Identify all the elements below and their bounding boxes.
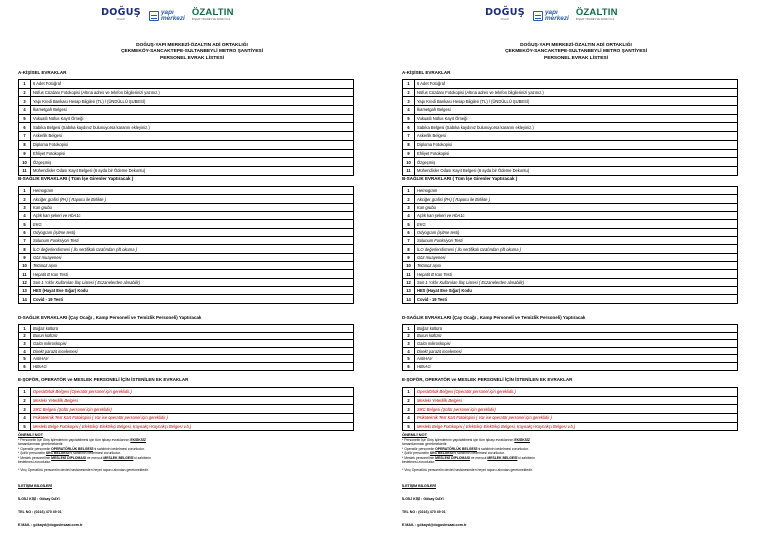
yapi-merkezi-logo	[149, 9, 185, 23]
section-d-table	[18, 324, 354, 371]
list-row	[403, 270, 738, 278]
list-row	[19, 362, 354, 370]
row-text: HBsAG	[415, 362, 738, 370]
contact-tel: TEL NO : (0216) 470 49 01	[402, 510, 446, 514]
title-line-1: DOĞUŞ-YAPI MERKEZİ-ÖZALTIN ADİ ORTAKLIĞI	[136, 43, 248, 48]
list-row	[19, 340, 354, 348]
row-number: 8	[403, 245, 415, 253]
row-text: Burun kültürü	[31, 332, 354, 340]
list-row	[19, 187, 354, 195]
row-number: 8	[19, 245, 31, 253]
row-text: SRC Belgesi (Şoför personel için gereklidir)	[31, 405, 354, 414]
row-text: Son 1 Yıldır Kullanılan İlaç Listesi ( Eczanelerden alınabilir)	[415, 278, 738, 286]
contact-heading: İLETİŞİM BİLGİLERİ	[18, 484, 52, 488]
section-d-table	[402, 324, 738, 371]
row-text: HES (Hayat Eve Sığar) Kodu	[415, 287, 738, 295]
list-row	[19, 123, 354, 132]
row-number: 3	[403, 203, 415, 211]
row-text: Psikoteknik Test Kart Fotokopisi ( Var ise operatör personel için gereklidir )	[31, 414, 354, 423]
row-number: 4	[403, 106, 415, 115]
list-row	[403, 414, 738, 423]
row-number: 6	[19, 123, 31, 132]
notes-line-5: * Meslek personelinin MESLEKİ DİPLOMASI ve mevcut MESLEK BELGESİ'ni sahibinin	[402, 455, 535, 460]
row-number: 10	[19, 262, 31, 270]
list-row	[19, 149, 354, 158]
ozaltin-logo-subtext: İNŞAAT TİCARET VE SANAYİ A.Ş.	[191, 18, 231, 21]
row-text: Diploma Fotokopisi	[31, 140, 354, 149]
row-text: Akciğer grafisi (PA) ( Raporu ile Birlikte )	[415, 195, 738, 203]
row-number: 4	[403, 347, 415, 355]
important-notes	[18, 433, 358, 472]
list-row	[19, 195, 354, 203]
list-row	[403, 355, 738, 363]
dogus-logo	[484, 8, 526, 21]
row-text: SRC Belgesi (Şoför personel için gereklidir)	[415, 405, 738, 414]
list-row	[19, 158, 354, 167]
row-number: 10	[403, 158, 415, 167]
row-text: Göz muayenesi	[415, 253, 738, 261]
row-number: 3	[19, 405, 31, 414]
row-number: 1	[19, 388, 31, 397]
row-number: 3	[403, 340, 415, 348]
list-row	[403, 140, 738, 149]
row-number: 1	[19, 80, 31, 89]
list-row	[19, 228, 354, 236]
row-text: Vukuatlı Nüfus Kayıt Örneği	[415, 114, 738, 123]
row-text: 6 Adet Fotoğraf	[31, 80, 354, 89]
row-text: Hemogram	[415, 187, 738, 195]
row-text: Sabıka Belgesi (Sabıka kaydınız bulunuyorsa kararını ekleyiniz.)	[31, 123, 354, 132]
list-row	[19, 396, 354, 405]
row-text: Yapı Kredi Bankası Hesap Bilgileri (TL) / (ÜNDÜLLÜ ŞUBESİ)	[31, 97, 354, 106]
section-d-rows	[19, 325, 354, 371]
title-line-2: ÇEKMEKÖY-SANCAKTEPE-SULTANBEYLİ METRO ŞANTİYESİ	[121, 49, 263, 55]
row-number: 1	[403, 80, 415, 89]
row-text: Kan grubu	[415, 203, 738, 211]
notes-line-2: tamamlanması gerekmektedir.	[402, 442, 448, 446]
contact-tel: TEL NO : (0216) 470 49 01	[18, 510, 62, 514]
row-number: 13	[19, 287, 31, 295]
row-text: Açlık kan şekeri ve HbA1c	[415, 212, 738, 220]
list-row	[403, 132, 738, 141]
row-text: Burun kültürü	[415, 332, 738, 340]
row-number: 13	[403, 287, 415, 295]
contact-heading: İLETİŞİM BİLGİLERİ	[402, 484, 436, 488]
row-number: 2	[19, 195, 31, 203]
dogus-logo	[100, 8, 142, 21]
list-row	[403, 347, 738, 355]
row-number: 5	[19, 355, 31, 363]
row-text: 6 Adet Fotoğraf	[415, 80, 738, 89]
section-d-heading: D-SAĞLIK EVRAKLARI (Çay Ocağı , Kamp Personeli ve Temizlik Personeli) Yaptıracak	[18, 315, 202, 320]
row-text: Askerlik Belgesi	[415, 132, 738, 141]
list-row	[403, 396, 738, 405]
row-number: 9	[403, 149, 415, 158]
section-e-heading: E-ŞOFÖR, OPERATÖR ve MESLEK PERSONELİ İÇİN İSTENİLEN EK EVRAKLAR	[402, 377, 573, 382]
row-number: 1	[403, 325, 415, 333]
row-number: 12	[19, 278, 31, 286]
notes-line-4: * Şoför personelin SRC BELGESİ'ni sahibinin bedelmesi zorunludur.	[18, 451, 121, 455]
header-logos	[484, 8, 618, 30]
dogus-logo-subtext: İNŞAAT	[500, 18, 510, 21]
row-number: 8	[19, 140, 31, 149]
row-text: Diploma Fotokopisi	[415, 140, 738, 149]
row-text: Odyogram (işitme testi)	[31, 228, 354, 236]
row-text: Odyogram (işitme testi)	[415, 228, 738, 236]
ozaltin-logo-text: ÖZALTIN	[191, 7, 234, 18]
document-title	[384, 43, 768, 62]
list-row	[19, 97, 354, 106]
list-row	[19, 245, 354, 253]
row-text: Son 1 Yıldır Kullanılan İlaç Listesi ( Eczanelerden alınabilir)	[31, 278, 354, 286]
list-row	[403, 278, 738, 286]
notes-line-3: * Operatör personelin OPERATÖRLÜK BELGESİ'ni sahibinin bedelmesi zorunludur.	[18, 446, 145, 451]
list-row	[403, 106, 738, 115]
list-row	[19, 325, 354, 333]
row-number: 3	[19, 340, 31, 348]
row-number: 3	[19, 203, 31, 211]
row-number: 2	[19, 396, 31, 405]
list-row	[403, 325, 738, 333]
row-text: Tetanoz aşısı	[415, 262, 738, 270]
row-number: 3	[403, 97, 415, 106]
row-number: 5	[403, 422, 415, 431]
list-row	[403, 287, 738, 295]
row-number: 11	[19, 270, 31, 278]
row-number: 11	[403, 166, 415, 175]
notes-heading: ÖNEMLİ NOT	[402, 432, 428, 437]
row-number: 12	[403, 278, 415, 286]
section-b-rows	[403, 187, 738, 304]
row-text: Ehliyet Fotokopisi	[415, 149, 738, 158]
row-number: 3	[403, 405, 415, 414]
row-text: Tetanoz aşısı	[31, 262, 354, 270]
row-text: EKG	[415, 220, 738, 228]
ozaltin-logo-subtext: İNŞAAT TİCARET VE SANAYİ A.Ş.	[575, 18, 615, 21]
list-row	[403, 97, 738, 106]
list-row	[19, 414, 354, 423]
row-number: 7	[19, 132, 31, 141]
row-text: Operatörlük Belgesi (Operatör personel için gereklidir.)	[31, 388, 354, 397]
list-row	[403, 422, 738, 431]
list-row	[19, 278, 354, 286]
row-text: EKG	[31, 220, 354, 228]
row-text: Gaita mikroskopisi	[31, 340, 354, 348]
section-a-table	[402, 79, 738, 176]
row-text: Nüfus Cüzdanı Fotokopisi (Altına adres ve telefon bilgilerinizi yazınız.)	[31, 88, 354, 97]
list-row	[19, 295, 354, 303]
yapi-logo-line1: yapı	[161, 9, 174, 16]
notes-line-7: * Vinç Operatörü personelin devlet hastanesinden heyet raporu alınıdan gerekmektedir.	[18, 467, 149, 472]
list-row	[19, 88, 354, 97]
row-number: 10	[19, 158, 31, 167]
row-number: 4	[19, 106, 31, 115]
list-row	[19, 166, 354, 175]
list-row	[403, 295, 738, 303]
row-text: Psikoteknik Test Kart Fotokopisi ( Var ise operatör personel için gereklidir )	[415, 414, 738, 423]
notes-line-2: tamamlanması gerekmektedir.	[18, 442, 64, 446]
list-row	[19, 212, 354, 220]
row-number: 1	[19, 325, 31, 333]
contact-email: E MAIL : gökayd@dogusinsaat.com.tr	[18, 523, 83, 527]
section-e-table	[402, 387, 738, 431]
row-text: Kan grubu	[31, 203, 354, 211]
ozaltin-logo	[192, 8, 234, 21]
section-a-table	[18, 79, 354, 176]
yapi-merkezi-mark-icon	[149, 11, 159, 21]
yapi-merkezi-mark-icon	[533, 11, 543, 21]
section-a-rows	[403, 80, 738, 176]
row-text: Gaita mikroskopisi	[415, 340, 738, 348]
row-number: 14	[19, 295, 31, 303]
row-number: 4	[19, 347, 31, 355]
yapi-merkezi-logo	[533, 9, 569, 23]
section-e-table	[18, 387, 354, 431]
row-number: 2	[19, 88, 31, 97]
row-text: İLO değerlendirmesi ( İlo sertifikalı tarafından çift okuma )	[415, 245, 738, 253]
list-row	[19, 405, 354, 414]
notes-line-5: * Meslek personelinin MESLEKİ DİPLOMASI ve mevcut MESLEK BELGESİ'ni sahibinin	[18, 455, 151, 460]
list-row	[19, 132, 354, 141]
row-text: İkametgah Belgesi	[415, 106, 738, 115]
row-text: Covid - 19 Testi	[415, 295, 738, 303]
section-b-heading: B-SAĞLIK EVRAKLARI ( Tüm İşe Girenler Yaptıracak )	[402, 176, 518, 181]
document-page-right	[384, 0, 768, 543]
row-number: 10	[403, 262, 415, 270]
row-text: Açlık kan şekeri ve HbA1c	[31, 212, 354, 220]
list-row	[19, 220, 354, 228]
dogus-logo-text: DOĞUŞ	[101, 7, 141, 18]
list-row	[403, 88, 738, 97]
row-text: Direkt parazit incelemesi	[31, 347, 354, 355]
row-number: 6	[19, 228, 31, 236]
notes-heading: ÖNEMLİ NOT	[18, 432, 44, 437]
section-e-rows	[403, 388, 738, 431]
row-text: Nüfus Cüzdanı Fotokopisi (Altına adres ve telefon bilgilerinizi yazınız.)	[415, 88, 738, 97]
section-d-rows	[403, 325, 738, 371]
row-number: 7	[19, 237, 31, 245]
list-row	[403, 123, 738, 132]
row-text: Mesleki Yeterlilik Belgesi	[31, 396, 354, 405]
section-e-rows	[19, 388, 354, 431]
list-row	[403, 362, 738, 370]
row-text: Sabıka Belgesi (Sabıka kaydınız bulunuyorsa kararını ekleyiniz.)	[415, 123, 738, 132]
section-a-heading: A-KİŞİSEL EVRAKLAR	[402, 70, 451, 75]
row-number: 7	[403, 237, 415, 245]
row-number: 4	[19, 414, 31, 423]
list-row	[403, 245, 738, 253]
row-text: Mesleki Belge Fotokopisi ( Elektrikçi-Elektrikçi Belgesi, Kaynakçı-Kaynakçı Belgesi v.b.)	[31, 422, 354, 431]
list-row	[19, 332, 354, 340]
row-text: Hepatit B Kan Testi	[31, 270, 354, 278]
notes-line-1: * Personelin İşe Giriş İşlemlerinin yapılabilmesi için tüm işbaşı evraklarının EKSİKSİZ	[402, 437, 530, 442]
row-number: 5	[403, 220, 415, 228]
title-line-2: ÇEKMEKÖY-SANCAKTEPE-SULTANBEYLİ METRO ŞANTİYESİ	[505, 49, 647, 55]
row-number: 7	[403, 132, 415, 141]
row-text: HBsAG	[31, 362, 354, 370]
row-text: İkametgah Belgesi	[31, 106, 354, 115]
list-row	[19, 347, 354, 355]
row-number: 4	[403, 414, 415, 423]
row-number: 14	[403, 295, 415, 303]
list-row	[403, 195, 738, 203]
list-row	[19, 270, 354, 278]
row-number: 9	[19, 253, 31, 261]
title-line-3: PERSONEL EVRAK LİSTESİ	[160, 55, 224, 61]
list-row	[403, 388, 738, 397]
list-row	[403, 114, 738, 123]
list-row	[403, 187, 738, 195]
list-row	[403, 212, 738, 220]
row-number: 2	[403, 332, 415, 340]
dogus-logo-text: DOĞUŞ	[485, 7, 525, 18]
row-number: 5	[19, 422, 31, 431]
notes-line-4: * Şoför personelin SRC BELGESİ'ni sahibinin bedelmesi zorunludur.	[402, 451, 505, 455]
section-b-table	[18, 186, 354, 304]
row-number: 6	[19, 362, 31, 370]
list-row	[403, 253, 738, 261]
section-e-heading: E-ŞOFÖR, OPERATÖR ve MESLEK PERSONELİ İÇİN İSTENİLEN EK EVRAKLAR	[18, 377, 189, 382]
list-row	[19, 253, 354, 261]
yapi-logo-line2: merkezi	[545, 15, 569, 22]
row-text: Mühendisler Odası Kayıt Belgesi (6 ayda bir Ödeme Dekontu)	[415, 166, 738, 175]
row-text: Özgeçmiş	[415, 158, 738, 167]
section-a-heading: A-KİŞİSEL EVRAKLAR	[18, 70, 67, 75]
row-number: 5	[403, 114, 415, 123]
list-row	[403, 203, 738, 211]
section-d-heading: D-SAĞLIK EVRAKLARI (Çay Ocağı , Kamp Personeli ve Temizlik Personeli) Yaptıracak	[402, 315, 586, 320]
row-text: Operatörlük Belgesi (Operatör personel için gereklidir.)	[415, 388, 738, 397]
list-row	[19, 388, 354, 397]
list-row	[403, 158, 738, 167]
contact-email: E MAIL : gökayd@dogusinsaat.com.tr	[402, 523, 467, 527]
row-text: Özgeçmiş	[31, 158, 354, 167]
row-number: 2	[403, 88, 415, 97]
row-text: Akciğer grafisi (PA) ( Raporu ile Birlikte )	[31, 195, 354, 203]
list-row	[19, 106, 354, 115]
row-number: 8	[403, 140, 415, 149]
row-text: Ehliyet Fotokopisi	[31, 149, 354, 158]
section-b-table	[402, 186, 738, 304]
list-row	[19, 237, 354, 245]
row-number: 5	[19, 220, 31, 228]
row-text: İLO değerlendirmesi ( İlo sertifikalı tarafından çift okuma )	[31, 245, 354, 253]
list-row	[403, 340, 738, 348]
section-b-heading: B-SAĞLIK EVRAKLARI ( Tüm İşe Girenler Yaptıracak )	[18, 176, 134, 181]
list-row	[19, 287, 354, 295]
row-text: Direkt parazit incelemesi	[415, 347, 738, 355]
notes-line-3: * Operatör personelin OPERATÖRLÜK BELGESİ'ni sahibinin bedelmesi zorunludur.	[402, 446, 529, 451]
row-text: AntiHAV	[31, 355, 354, 363]
row-text: Hepatit B Kan Testi	[415, 270, 738, 278]
row-number: 5	[19, 114, 31, 123]
row-text: Boğaz kültürü	[415, 325, 738, 333]
important-notes	[402, 433, 742, 472]
row-text: AntiHAV	[415, 355, 738, 363]
row-number: 9	[19, 149, 31, 158]
notes-line-1: * Personelin İşe Giriş İşlemlerinin yapılabilmesi için tüm işbaşı evraklarının EKSİKSİZ	[18, 437, 146, 442]
row-number: 4	[19, 212, 31, 220]
row-text: Askerlik Belgesi	[31, 132, 354, 141]
row-number: 11	[19, 166, 31, 175]
list-row	[19, 203, 354, 211]
row-text: Covid - 19 Testi	[31, 295, 354, 303]
list-row	[403, 228, 738, 236]
list-row	[403, 80, 738, 89]
row-text: Mesleki Yeterlilik Belgesi	[415, 396, 738, 405]
row-number: 2	[19, 332, 31, 340]
row-number: 6	[403, 228, 415, 236]
row-text: Solunum Fonksiyon Testi	[415, 237, 738, 245]
row-number: 2	[403, 396, 415, 405]
row-number: 6	[403, 362, 415, 370]
document-title	[0, 43, 384, 62]
row-text: Vukuatlı Nüfus Kayıt Örneği	[31, 114, 354, 123]
row-number: 11	[403, 270, 415, 278]
yapi-logo-line1: yapı	[545, 9, 558, 16]
notes-line-6: bedelmesi zorunludur.	[402, 460, 436, 464]
list-row	[19, 140, 354, 149]
row-number: 1	[19, 187, 31, 195]
row-text: Boğaz kültürü	[31, 325, 354, 333]
list-row	[403, 149, 738, 158]
yapi-logo-line2: merkezi	[161, 15, 185, 22]
row-number: 3	[19, 97, 31, 106]
list-row	[403, 220, 738, 228]
row-text: Göz muayenesi	[31, 253, 354, 261]
title-line-1: DOĞUŞ-YAPI MERKEZİ-ÖZALTIN ADİ ORTAKLIĞI	[520, 43, 632, 48]
list-row	[19, 355, 354, 363]
notes-line-6: bedelmesi zorunludur.	[18, 460, 52, 464]
row-number: 2	[403, 195, 415, 203]
contact-person: İLGİLİ KİŞİ : Gökay DAYI	[18, 497, 60, 501]
section-b-rows	[19, 187, 354, 304]
row-number: 5	[403, 355, 415, 363]
row-number: 1	[403, 187, 415, 195]
row-text: Mesleki Belge Fotokopisi ( Elektrikçi-Elektrikçi Belgesi, Kaynakçı-Kaynakçı Belgesi v.b.)	[415, 422, 738, 431]
row-number: 6	[403, 123, 415, 132]
list-row	[403, 237, 738, 245]
title-line-3: PERSONEL EVRAK LİSTESİ	[544, 55, 608, 61]
ozaltin-logo-text: ÖZALTIN	[575, 7, 618, 18]
notes-line-7: * Vinç Operatörü personelin devlet hastanesinden heyet raporu alınıdan gerekmektedir.	[402, 467, 533, 472]
row-text: Yapı Kredi Bankası Hesap Bilgileri (TL) / (ÜNDÜLLÜ ŞUBESİ)	[415, 97, 738, 106]
list-row	[403, 166, 738, 175]
list-row	[19, 262, 354, 270]
row-text: Hemogram	[31, 187, 354, 195]
contact-person: İLGİLİ KİŞİ : Gökay DAYI	[402, 497, 444, 501]
list-row	[403, 405, 738, 414]
header-logos	[100, 8, 234, 30]
ozaltin-logo	[576, 8, 618, 21]
row-number: 4	[403, 212, 415, 220]
row-text: Mühendisler Odası Kayıt Belgesi (6 ayda bir Ödeme Dekontu)	[31, 166, 354, 175]
list-row	[403, 332, 738, 340]
row-number: 1	[403, 388, 415, 397]
row-text: HES (Hayat Eve Sığar) Kodu	[31, 287, 354, 295]
section-a-rows	[19, 80, 354, 176]
row-text: Solunum Fonksiyon Testi	[31, 237, 354, 245]
list-row	[403, 262, 738, 270]
list-row	[19, 422, 354, 431]
list-row	[19, 114, 354, 123]
list-row	[19, 80, 354, 89]
dogus-logo-subtext: İNŞAAT	[116, 18, 126, 21]
row-number: 9	[403, 253, 415, 261]
